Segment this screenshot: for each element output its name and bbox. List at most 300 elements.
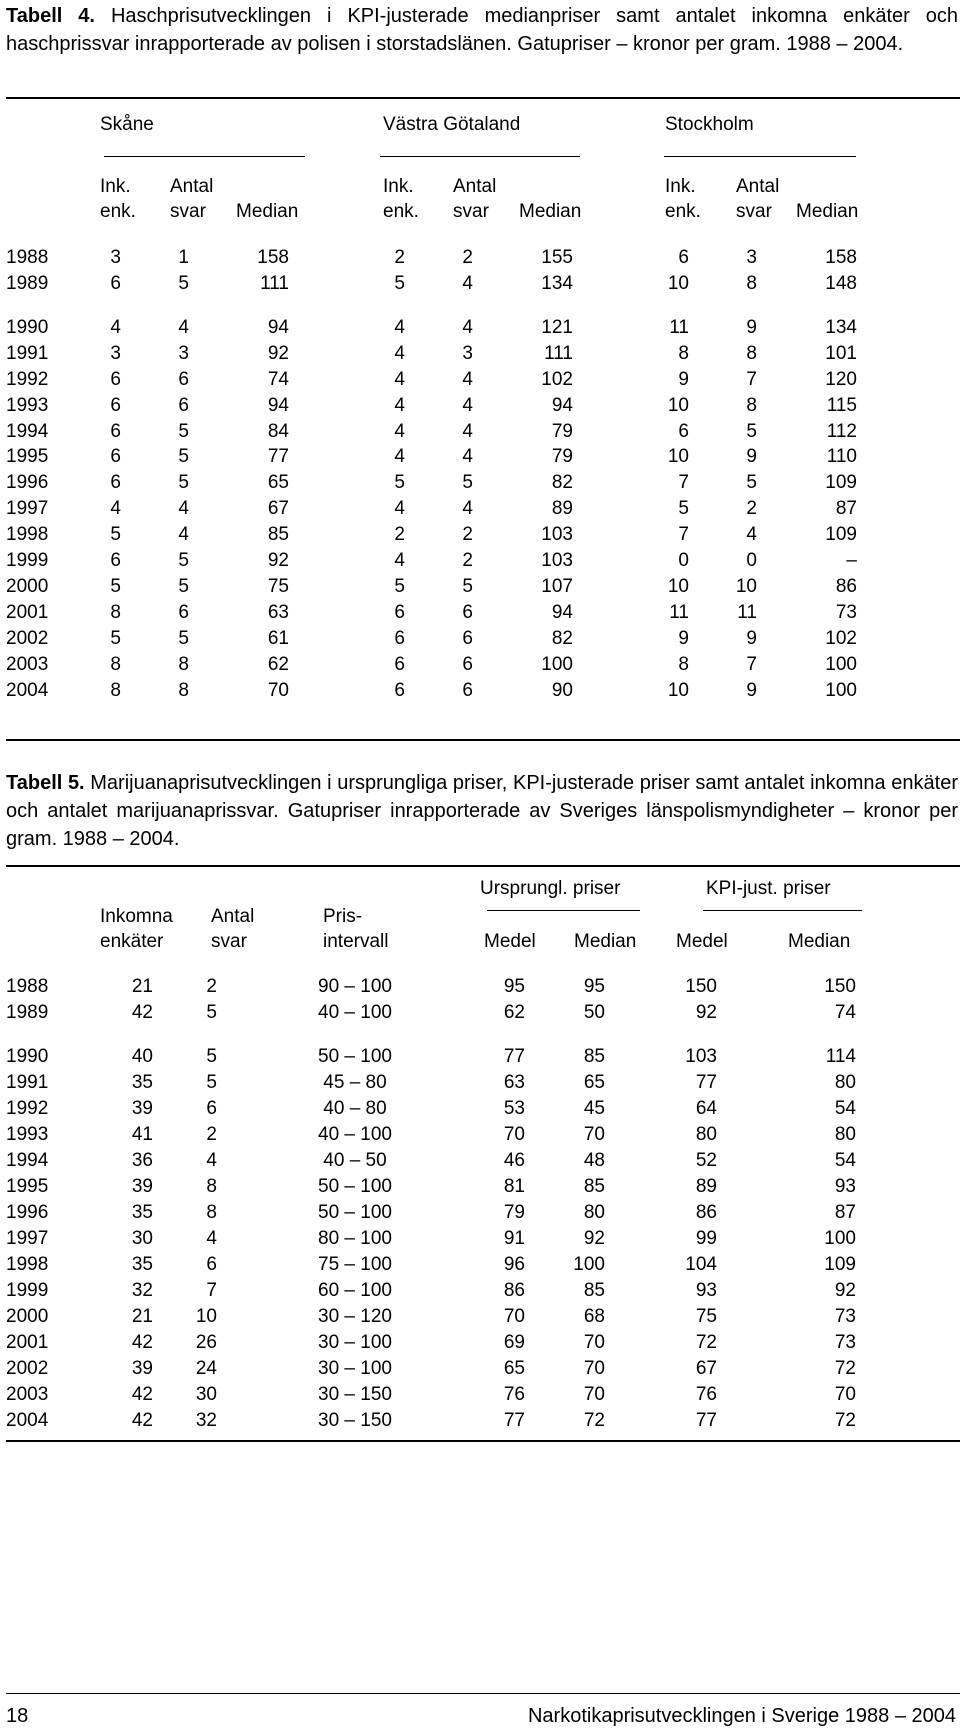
table-cell: 150 <box>685 976 717 997</box>
table-cell: 30 <box>131 1228 153 1249</box>
table-cell: 42 <box>131 1332 153 1353</box>
region-header: Stockholm <box>665 114 754 135</box>
table-cell: 10 <box>195 1306 217 1327</box>
col-header-pris: Pris- <box>323 906 363 927</box>
table-cell: 6 <box>394 628 405 649</box>
footer-rule <box>6 1693 960 1694</box>
table-cell: 90 <box>551 680 573 701</box>
table-cell: 3 <box>746 247 757 268</box>
table-cell: 68 <box>583 1306 605 1327</box>
table-cell: 3 <box>178 343 189 364</box>
table-cell: 112 <box>826 421 857 442</box>
table-cell: 4 <box>462 395 473 416</box>
table-cell: 111 <box>544 343 573 364</box>
table-cell: 73 <box>835 602 857 623</box>
table-cell: 4 <box>462 421 473 442</box>
table-cell: 8 <box>746 273 757 294</box>
table-cell: 4 <box>394 343 405 364</box>
table-cell: 11 <box>737 602 757 623</box>
table-cell: 85 <box>583 1046 605 1067</box>
table-cell: 109 <box>825 472 857 493</box>
table-cell: 120 <box>825 369 857 390</box>
table-cell: 4 <box>110 317 121 338</box>
region-header: Västra Götaland <box>383 114 521 135</box>
row-year: 1993 <box>6 395 49 416</box>
table-cell: 3 <box>110 247 121 268</box>
table-cell: 86 <box>835 576 857 597</box>
row-year: 1991 <box>6 343 49 364</box>
table-cell: 8 <box>110 654 121 675</box>
col-header-ink: enk. <box>100 201 136 222</box>
table-cell: 6 <box>110 421 121 442</box>
table-cell: 9 <box>746 628 757 649</box>
table-cell: 5 <box>178 446 189 467</box>
table5-top-rule <box>6 865 960 867</box>
table-cell: 4 <box>206 1150 217 1171</box>
table-cell: 100 <box>825 680 857 701</box>
row-year: 1995 <box>6 1176 49 1197</box>
row-year: 2000 <box>6 576 49 597</box>
table-cell: 76 <box>503 1384 525 1405</box>
table-cell: 94 <box>551 395 573 416</box>
table-cell: 69 <box>503 1332 525 1353</box>
table-cell: 80 – 100 <box>318 1228 392 1249</box>
table-cell: 6 <box>206 1254 217 1275</box>
table-cell: 5 <box>178 576 189 597</box>
table-cell: 75 <box>267 576 289 597</box>
table-cell: 9 <box>746 317 757 338</box>
table-cell: 2 <box>746 498 757 519</box>
table-cell: 7 <box>746 369 757 390</box>
table-cell: 41 <box>131 1124 153 1145</box>
table-cell: 6 <box>178 369 189 390</box>
table-cell: 70 <box>503 1306 525 1327</box>
col-header-medel: Medel <box>484 931 536 952</box>
table-cell: 75 <box>695 1306 717 1327</box>
table-cell: 45 <box>583 1098 605 1119</box>
row-year: 2002 <box>6 628 49 649</box>
table-cell: 5 <box>110 576 121 597</box>
table-cell: 103 <box>541 524 573 545</box>
table-cell: 74 <box>267 369 289 390</box>
table-cell: 102 <box>541 369 573 390</box>
region-underline <box>104 156 305 157</box>
table-cell: 10 <box>667 395 689 416</box>
table-cell: 62 <box>503 1002 525 1023</box>
table-cell: 99 <box>695 1228 717 1249</box>
table-cell: 6 <box>678 421 689 442</box>
table-cell: 79 <box>551 421 573 442</box>
table-cell: 85 <box>583 1176 605 1197</box>
col-header-ink: enk. <box>383 201 419 222</box>
table-cell: 8 <box>678 343 689 364</box>
table-cell: 5 <box>178 273 189 294</box>
table-cell: 2 <box>462 550 473 571</box>
table-cell: 5 <box>746 421 757 442</box>
col-header-inkomna: Inkomna <box>100 906 173 927</box>
row-year: 1994 <box>6 421 49 442</box>
table-cell: 3 <box>462 343 473 364</box>
table-cell: 158 <box>257 247 289 268</box>
col-header-antal: Antal <box>211 906 255 927</box>
table-cell: 67 <box>267 498 289 519</box>
row-year: 2003 <box>6 654 49 675</box>
table-cell: 5 <box>394 273 405 294</box>
table-cell: 79 <box>551 446 573 467</box>
table4-label: Tabell 4. <box>6 5 95 27</box>
table-cell: 77 <box>503 1410 525 1431</box>
table-cell: 4 <box>462 369 473 390</box>
table-cell: 7 <box>678 472 689 493</box>
row-year: 2004 <box>6 1410 49 1431</box>
col-header-median: Median <box>796 201 859 222</box>
table-cell: 50 – 100 <box>318 1202 392 1223</box>
table-cell: 89 <box>695 1176 717 1197</box>
table-cell: 35 <box>131 1072 153 1093</box>
table-cell: 101 <box>825 343 857 364</box>
col-header-pris: intervall <box>323 931 389 952</box>
table-cell: 81 <box>503 1176 525 1197</box>
table-cell: 0 <box>678 550 689 571</box>
table-cell: 42 <box>131 1410 153 1431</box>
table-cell: 5 <box>394 576 405 597</box>
row-year: 1992 <box>6 1098 49 1119</box>
table-cell: 5 <box>394 472 405 493</box>
table-cell: 65 <box>267 472 289 493</box>
table-cell: 70 <box>583 1124 605 1145</box>
table-cell: 77 <box>695 1072 717 1093</box>
table-cell: 63 <box>503 1072 525 1093</box>
table-cell: 5 <box>178 628 189 649</box>
table-cell: 24 <box>195 1358 217 1379</box>
table-cell: 79 <box>503 1202 525 1223</box>
table-cell: 5 <box>206 1046 217 1067</box>
table-cell: 80 <box>834 1072 856 1093</box>
table-cell: 32 <box>195 1410 217 1431</box>
col-header-inkomna: enkäter <box>100 931 164 952</box>
table-cell: 5 <box>110 628 121 649</box>
row-year: 1996 <box>6 1202 49 1223</box>
table-cell: 10 <box>667 576 689 597</box>
col-header-median: Median <box>574 931 637 952</box>
table-cell: 4 <box>110 498 121 519</box>
table-cell: 60 – 100 <box>318 1280 392 1301</box>
table-cell: 8 <box>110 602 121 623</box>
table-cell: 80 <box>583 1202 605 1223</box>
table-cell: 70 <box>267 680 289 701</box>
table4-bottom-rule <box>6 739 960 741</box>
table-cell: 53 <box>503 1098 525 1119</box>
table-cell: 6 <box>110 472 121 493</box>
table-cell: 6 <box>394 602 405 623</box>
row-year: 1989 <box>6 1002 49 1023</box>
table-cell: 6 <box>394 680 405 701</box>
table-cell: 100 <box>825 654 857 675</box>
row-year: 2003 <box>6 1384 49 1405</box>
table-cell: 61 <box>267 628 289 649</box>
table-cell: 26 <box>195 1332 217 1353</box>
table-cell: 40 – 100 <box>318 1002 392 1023</box>
table-cell: 95 <box>503 976 525 997</box>
table-cell: 80 <box>834 1124 856 1145</box>
row-year: 1999 <box>6 1280 49 1301</box>
table-cell: 93 <box>834 1176 856 1197</box>
table-cell: 8 <box>206 1202 217 1223</box>
table-cell: 67 <box>695 1358 717 1379</box>
table-cell: 5 <box>746 472 757 493</box>
table-cell: 100 <box>824 1228 856 1249</box>
table-cell: 93 <box>695 1280 717 1301</box>
table-cell: 5 <box>178 472 189 493</box>
table-cell: 35 <box>131 1202 153 1223</box>
table-cell: 46 <box>503 1150 525 1171</box>
table-cell: 42 <box>131 1384 153 1405</box>
table-cell: 42 <box>131 1002 153 1023</box>
table5-label: Tabell 5. <box>6 772 85 794</box>
table-cell: 4 <box>462 317 473 338</box>
region-underline <box>664 156 856 157</box>
table-cell: 73 <box>834 1306 856 1327</box>
row-year: 1990 <box>6 1046 49 1067</box>
table-cell: 5 <box>178 421 189 442</box>
table-cell: 100 <box>541 654 573 675</box>
table-cell: 0 <box>746 550 757 571</box>
table-cell: 148 <box>825 273 857 294</box>
table-cell: 134 <box>825 317 857 338</box>
col-header-median: Median <box>519 201 582 222</box>
table4-caption <box>6 2 958 58</box>
table-cell: 2 <box>394 247 405 268</box>
col-header-median: Median <box>788 931 851 952</box>
row-year: 2004 <box>6 680 49 701</box>
table-cell: 30 – 150 <box>318 1384 392 1405</box>
table-cell: 50 – 100 <box>318 1176 392 1197</box>
table-cell: 6 <box>178 602 189 623</box>
table-cell: 87 <box>835 498 857 519</box>
table-cell: 77 <box>503 1046 525 1067</box>
col-header-antal: svar <box>170 201 206 222</box>
table-cell: 4 <box>394 446 405 467</box>
table-cell: 4 <box>178 524 189 545</box>
row-year: 1993 <box>6 1124 49 1145</box>
table-cell: 72 <box>834 1358 856 1379</box>
table-cell: 2 <box>462 247 473 268</box>
table-cell: 7 <box>746 654 757 675</box>
table-cell: 7 <box>678 524 689 545</box>
table-cell: 40 – 80 <box>323 1098 387 1119</box>
table-cell: 6 <box>462 628 473 649</box>
region-underline <box>380 156 580 157</box>
table-cell: 8 <box>178 654 189 675</box>
table-cell: 107 <box>541 576 573 597</box>
row-year: 2001 <box>6 1332 49 1353</box>
table-cell: 63 <box>267 602 289 623</box>
table-cell: 75 – 100 <box>318 1254 392 1275</box>
table4-top-rule <box>6 97 960 99</box>
table-cell: 6 <box>462 602 473 623</box>
col-header-median: Median <box>236 201 299 222</box>
col-header-antal: svar <box>211 931 247 952</box>
table-cell: 109 <box>824 1254 856 1275</box>
table-cell: 103 <box>541 550 573 571</box>
table-cell: 8 <box>746 343 757 364</box>
row-year: 1989 <box>6 273 49 294</box>
table-cell: 2 <box>206 1124 217 1145</box>
table-cell: 5 <box>206 1072 217 1093</box>
table-cell: 70 <box>583 1332 605 1353</box>
table-cell: 6 <box>110 550 121 571</box>
table-cell: 158 <box>825 247 857 268</box>
table-cell: 65 <box>503 1358 525 1379</box>
table-cell: 95 <box>583 976 605 997</box>
region-header: Skåne <box>100 114 154 135</box>
table-cell: 109 <box>825 524 857 545</box>
table-cell: 21 <box>131 1306 153 1327</box>
table-cell: 87 <box>834 1202 856 1223</box>
col-header-antal: svar <box>736 201 772 222</box>
table-cell: 103 <box>685 1046 717 1067</box>
table-cell: 5 <box>178 550 189 571</box>
row-year: 1988 <box>6 976 49 997</box>
table-cell: 40 <box>131 1046 153 1067</box>
table-cell: 4 <box>462 446 473 467</box>
row-year: 2002 <box>6 1358 49 1379</box>
row-year: 1998 <box>6 524 49 545</box>
table-cell: 76 <box>695 1384 717 1405</box>
table-cell: 94 <box>267 395 289 416</box>
table-cell: 8 <box>678 654 689 675</box>
table-cell: 80 <box>695 1124 717 1145</box>
table-cell: 6 <box>462 680 473 701</box>
table-cell: 92 <box>267 550 289 571</box>
table-cell: 4 <box>394 550 405 571</box>
table-cell: 72 <box>834 1410 856 1431</box>
table-cell: 92 <box>583 1228 605 1249</box>
table-cell: 86 <box>503 1280 525 1301</box>
table-cell: 5 <box>462 472 473 493</box>
table-cell: 92 <box>267 343 289 364</box>
col-header-ink: Ink. <box>383 176 414 197</box>
table5-bottom-rule <box>6 1440 960 1442</box>
table-cell: 30 – 100 <box>318 1358 392 1379</box>
table-cell: 70 <box>503 1124 525 1145</box>
row-year: 1999 <box>6 550 49 571</box>
table-cell: 6 <box>110 369 121 390</box>
table-cell: 115 <box>826 395 857 416</box>
table-cell: 2 <box>394 524 405 545</box>
table-cell: 9 <box>746 680 757 701</box>
table-cell: 52 <box>695 1150 717 1171</box>
table-cell: 4 <box>746 524 757 545</box>
table5-caption-text: Marijuanaprisutvecklingen i ursprungliga priser, KPI-justerade priser samt antalet inkomna enkäter och antalet marijuanaprissvar. Gatupriser inrapporterade av Sveriges länspolismyndigheter – kronor per gram. 1988 – 2004. <box>6 772 959 850</box>
table-cell: 72 <box>695 1332 717 1353</box>
table-cell: 6 <box>178 395 189 416</box>
table-cell: 54 <box>834 1150 856 1171</box>
row-year: 2001 <box>6 602 49 623</box>
table-cell: 30 – 150 <box>318 1410 392 1431</box>
table-cell: 10 <box>667 680 689 701</box>
table-cell: 121 <box>541 317 573 338</box>
col-header-antal: Antal <box>736 176 780 197</box>
table-cell: – <box>846 550 857 571</box>
row-year: 1988 <box>6 247 49 268</box>
table-cell: 5 <box>678 498 689 519</box>
table-cell: 54 <box>834 1098 856 1119</box>
table-cell: 40 – 100 <box>318 1124 392 1145</box>
table-cell: 50 <box>583 1002 605 1023</box>
table-cell: 5 <box>110 524 121 545</box>
table-cell: 92 <box>834 1280 856 1301</box>
table-cell: 5 <box>206 1002 217 1023</box>
col-header-medel: Medel <box>676 931 728 952</box>
table-cell: 50 – 100 <box>318 1046 392 1067</box>
row-year: 1992 <box>6 369 49 390</box>
table-cell: 104 <box>685 1254 717 1275</box>
table-cell: 2 <box>206 976 217 997</box>
group-header-ursprungl: Ursprungl. priser <box>480 878 621 899</box>
table-cell: 39 <box>131 1098 153 1119</box>
table-cell: 70 <box>583 1358 605 1379</box>
table-cell: 30 <box>195 1384 217 1405</box>
table-cell: 4 <box>178 498 189 519</box>
page-number: 18 <box>6 1705 29 1727</box>
table-cell: 6 <box>206 1098 217 1119</box>
table-cell: 100 <box>573 1254 605 1275</box>
table-cell: 4 <box>394 317 405 338</box>
table-cell: 32 <box>131 1280 153 1301</box>
col-header-ink: Ink. <box>100 176 131 197</box>
table-cell: 110 <box>826 446 857 467</box>
table-cell: 73 <box>834 1332 856 1353</box>
table-cell: 10 <box>667 273 689 294</box>
table-cell: 3 <box>110 343 121 364</box>
table-cell: 155 <box>541 247 573 268</box>
table-cell: 4 <box>394 421 405 442</box>
table-cell: 48 <box>583 1150 605 1171</box>
table-cell: 65 <box>583 1072 605 1093</box>
table-cell: 70 <box>834 1384 856 1405</box>
table-cell: 134 <box>541 273 573 294</box>
row-year: 1995 <box>6 446 49 467</box>
table-cell: 96 <box>503 1254 525 1275</box>
table-cell: 9 <box>746 446 757 467</box>
table-cell: 91 <box>503 1228 525 1249</box>
table-cell: 4 <box>394 369 405 390</box>
col-header-antal: Antal <box>170 176 214 197</box>
table-cell: 6 <box>110 395 121 416</box>
table-cell: 11 <box>669 317 689 338</box>
group-underline <box>487 910 640 911</box>
row-year: 1996 <box>6 472 49 493</box>
table-cell: 10 <box>667 446 689 467</box>
table-cell: 62 <box>267 654 289 675</box>
table-cell: 6 <box>110 273 121 294</box>
table-cell: 102 <box>825 628 857 649</box>
table-cell: 64 <box>695 1098 717 1119</box>
table-cell: 5 <box>462 576 473 597</box>
table-cell: 4 <box>178 317 189 338</box>
table-cell: 39 <box>131 1358 153 1379</box>
table-cell: 6 <box>110 446 121 467</box>
table-cell: 10 <box>735 576 757 597</box>
table-cell: 77 <box>695 1410 717 1431</box>
table-cell: 114 <box>825 1046 856 1067</box>
table-cell: 35 <box>131 1254 153 1275</box>
table-cell: 8 <box>206 1176 217 1197</box>
table-cell: 6 <box>394 654 405 675</box>
table-cell: 8 <box>178 680 189 701</box>
col-header-antal: svar <box>453 201 489 222</box>
